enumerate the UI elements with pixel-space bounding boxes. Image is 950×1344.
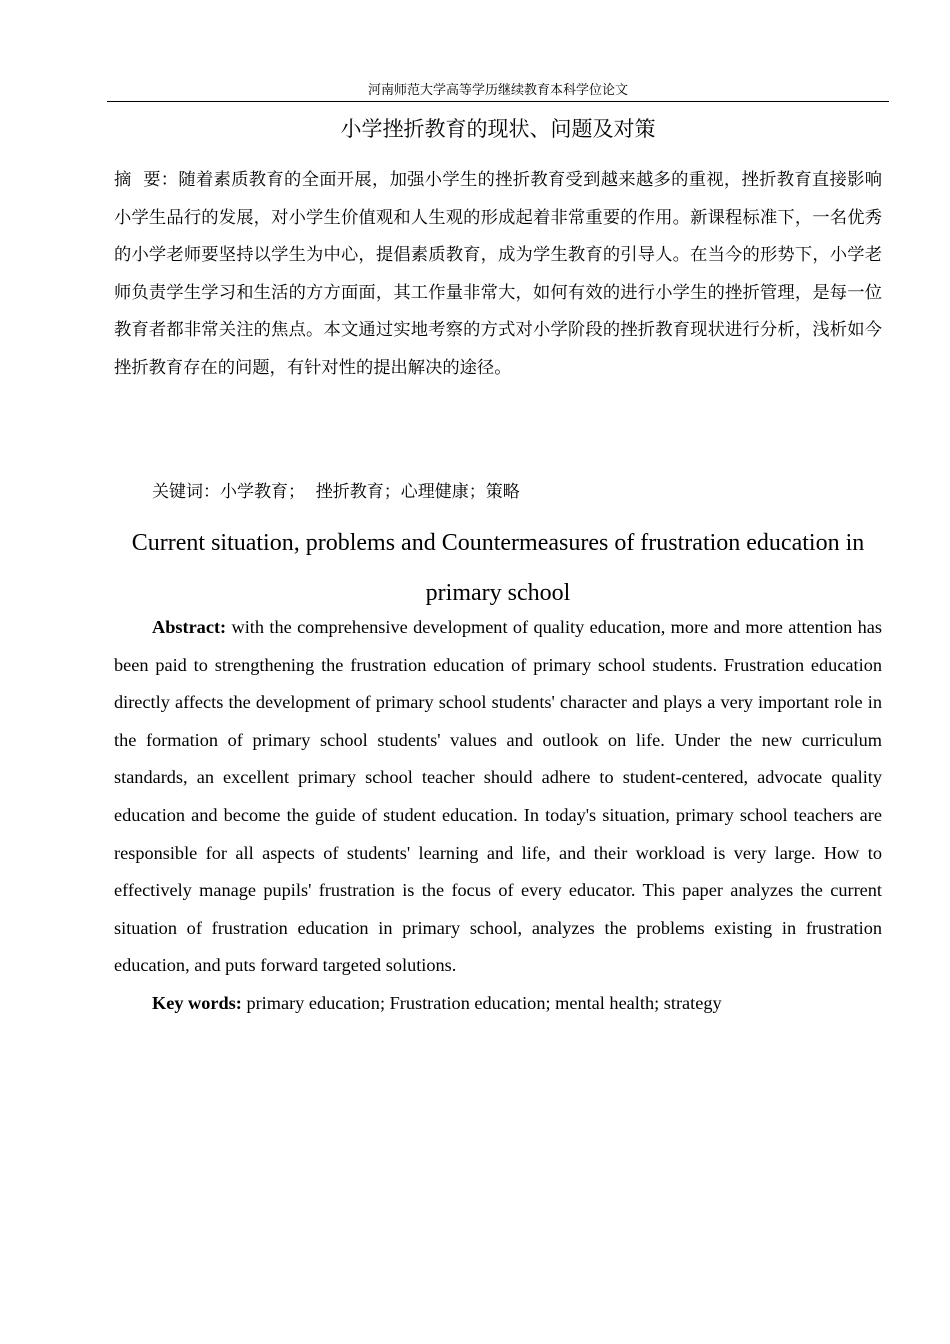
chinese-title: 小学挫折教育的现状、问题及对策 bbox=[340, 117, 656, 141]
english-abstract-text: with the comprehensive development of quality education, more and more attention has been paid to strengthening the frustration education of primary school students. Frustration education directly affects the development of primary school students' character and plays a very important role in the formation of primary school students' values and outlook on life. Under the new curriculum standards, an excellent primary school teacher should adhere to student-centered, advocate quality education and become the guide of student education. In today's situation, primary school teachers are responsible for all aspects of students' learning and life, and their workload is very large. How to effectively manage pupils' frustration is the focus of every educator. This paper analyzes the current situation of frustration education in primary school, analyzes the problems existing in frustration education, and puts forward targeted solutions. bbox=[114, 617, 882, 976]
running-header: 河南师范大学高等学历继续教育本科学位论文 bbox=[367, 83, 628, 98]
english-keywords bbox=[152, 987, 882, 1019]
chinese-keywords-text: 小学教育； 挫折教育；心理健康；策略 bbox=[220, 482, 520, 502]
english-abstract-label: Abstract: bbox=[152, 617, 227, 637]
chinese-abstract-label: 摘 要： bbox=[114, 170, 179, 190]
chinese-keywords-label: 关键词： bbox=[152, 482, 220, 502]
english-keywords-text: primary education; Frustration education; mental health; strategy bbox=[241, 993, 722, 1013]
chinese-abstract bbox=[114, 162, 882, 387]
header-rule bbox=[107, 101, 889, 102]
english-keywords-label: Key words: bbox=[152, 993, 242, 1013]
chinese-abstract-text: 随着素质教育的全面开展，加强小学生的挫折教育受到越来越多的重视，挫折教育直接影响小学生品行的发展，对小学生价值观和人生观的形成起着非常重要的作用。新课程标准下，一名优秀的小学老师要坚持以学生为中心，提倡素质教育，成为学生教育的引导人。在当今的形势下，小学老师负责学生学习和生活的方方面面，其工作量非常大，如何有效的进行小学生的挫折管理，是每一位教育者都非常关注的焦点。本文通过实地考察的方式对小学阶段的挫折教育现状进行分析，浅析如今挫折教育存在的问题，有针对性的提出解决的途径。 bbox=[114, 170, 882, 378]
english-abstract bbox=[114, 609, 882, 985]
chinese-keywords bbox=[152, 476, 882, 508]
english-title: Current situation, problems and Countermeasures of frustration education in primary school bbox=[131, 530, 865, 606]
